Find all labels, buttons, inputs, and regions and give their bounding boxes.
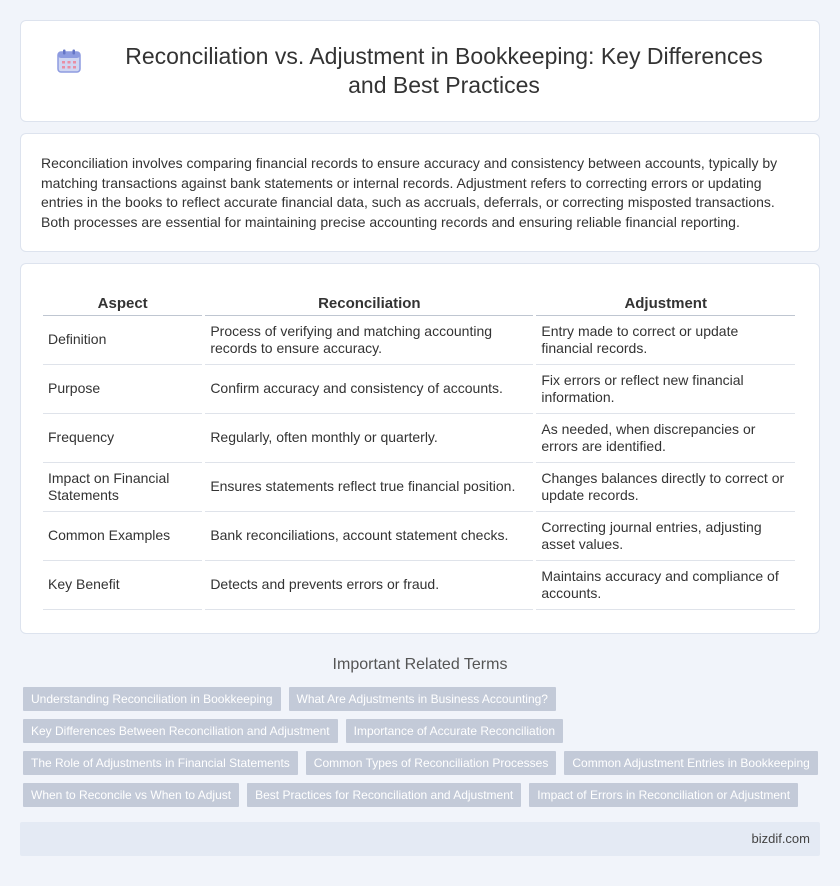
table-header-row (43, 292, 795, 316)
related-terms-list (23, 687, 823, 815)
summary-card (20, 133, 820, 252)
table-row (43, 512, 795, 561)
table-cell: Key Benefit (43, 561, 202, 610)
table-row (43, 316, 795, 365)
table-cell: Entry made to correct or update financial records. (536, 316, 795, 365)
related-term-link[interactable]: Best Practices for Reconciliation and Adjustment (247, 783, 521, 807)
table-cell: As needed, when discrepancies or errors are identified. (536, 414, 795, 463)
header-aspect: Aspect (43, 292, 202, 316)
table-cell: Confirm accuracy and consistency of accounts. (205, 365, 533, 414)
table-cell: Correcting journal entries, adjusting asset values. (536, 512, 795, 561)
table-cell: Regularly, often monthly or quarterly. (205, 414, 533, 463)
page-title: Reconciliation vs. Adjustment in Bookkeeping: Key Differences and Best Practices (125, 43, 763, 98)
related-terms-title: Important Related Terms (332, 656, 508, 673)
calendar-icon (56, 48, 82, 74)
footer (20, 822, 820, 856)
related-term-link[interactable]: Importance of Accurate Reconciliation (346, 719, 563, 743)
tag-row (23, 719, 823, 743)
related-term-link[interactable]: The Role of Adjustments in Financial Statements (23, 751, 298, 775)
table-cell: Maintains accuracy and compliance of accounts. (536, 561, 795, 610)
table-cell: Purpose (43, 365, 202, 414)
table-row (43, 561, 795, 610)
table-row (43, 463, 795, 512)
table-cell: Impact on Financial Statements (43, 463, 202, 512)
comparison-card (20, 263, 820, 634)
table-cell: Fix errors or reflect new financial information. (536, 365, 795, 414)
table-row (43, 414, 795, 463)
table-cell: Frequency (43, 414, 202, 463)
table-cell: Bank reconciliations, account statement checks. (205, 512, 533, 561)
table-cell: Definition (43, 316, 202, 365)
comparison-table (40, 292, 798, 610)
related-term-link[interactable]: When to Reconcile vs When to Adjust (23, 783, 239, 807)
related-term-link[interactable]: Impact of Errors in Reconciliation or Adjustment (529, 783, 798, 807)
related-term-link[interactable]: Common Types of Reconciliation Processes (306, 751, 557, 775)
table-cell: Common Examples (43, 512, 202, 561)
related-term-link[interactable]: Understanding Reconciliation in Bookkeeping (23, 687, 281, 711)
site-name[interactable]: bizdif.com (751, 831, 810, 846)
tag-row (23, 687, 823, 711)
header-adjustment: Adjustment (536, 292, 795, 316)
related-term-link[interactable]: Common Adjustment Entries in Bookkeeping (564, 751, 817, 775)
summary-text: Reconciliation involves comparing financial records to ensure accuracy and consistency between accounts, typically by matching transactions against bank statements or internal records. Adjustment refers to correcting errors or updating entries in the books to reflect accurate financial data, such as accruals, deferrals, or correcting misposted transactions. Both processes are essential for maintaining precise accounting records and ensuring reliable financial reporting. (41, 155, 778, 230)
table-cell: Process of verifying and matching accounting records to ensure accuracy. (205, 316, 533, 365)
related-term-link[interactable]: What Are Adjustments in Business Accounting? (289, 687, 556, 711)
header-reconciliation: Reconciliation (205, 292, 533, 316)
tag-row (23, 783, 823, 807)
table-cell: Detects and prevents errors or fraud. (205, 561, 533, 610)
table-cell: Ensures statements reflect true financial position. (205, 463, 533, 512)
tag-row (23, 751, 823, 775)
related-term-link[interactable]: Key Differences Between Reconciliation and Adjustment (23, 719, 338, 743)
table-cell: Changes balances directly to correct or update records. (536, 463, 795, 512)
table-row (43, 365, 795, 414)
header-card (20, 20, 820, 122)
